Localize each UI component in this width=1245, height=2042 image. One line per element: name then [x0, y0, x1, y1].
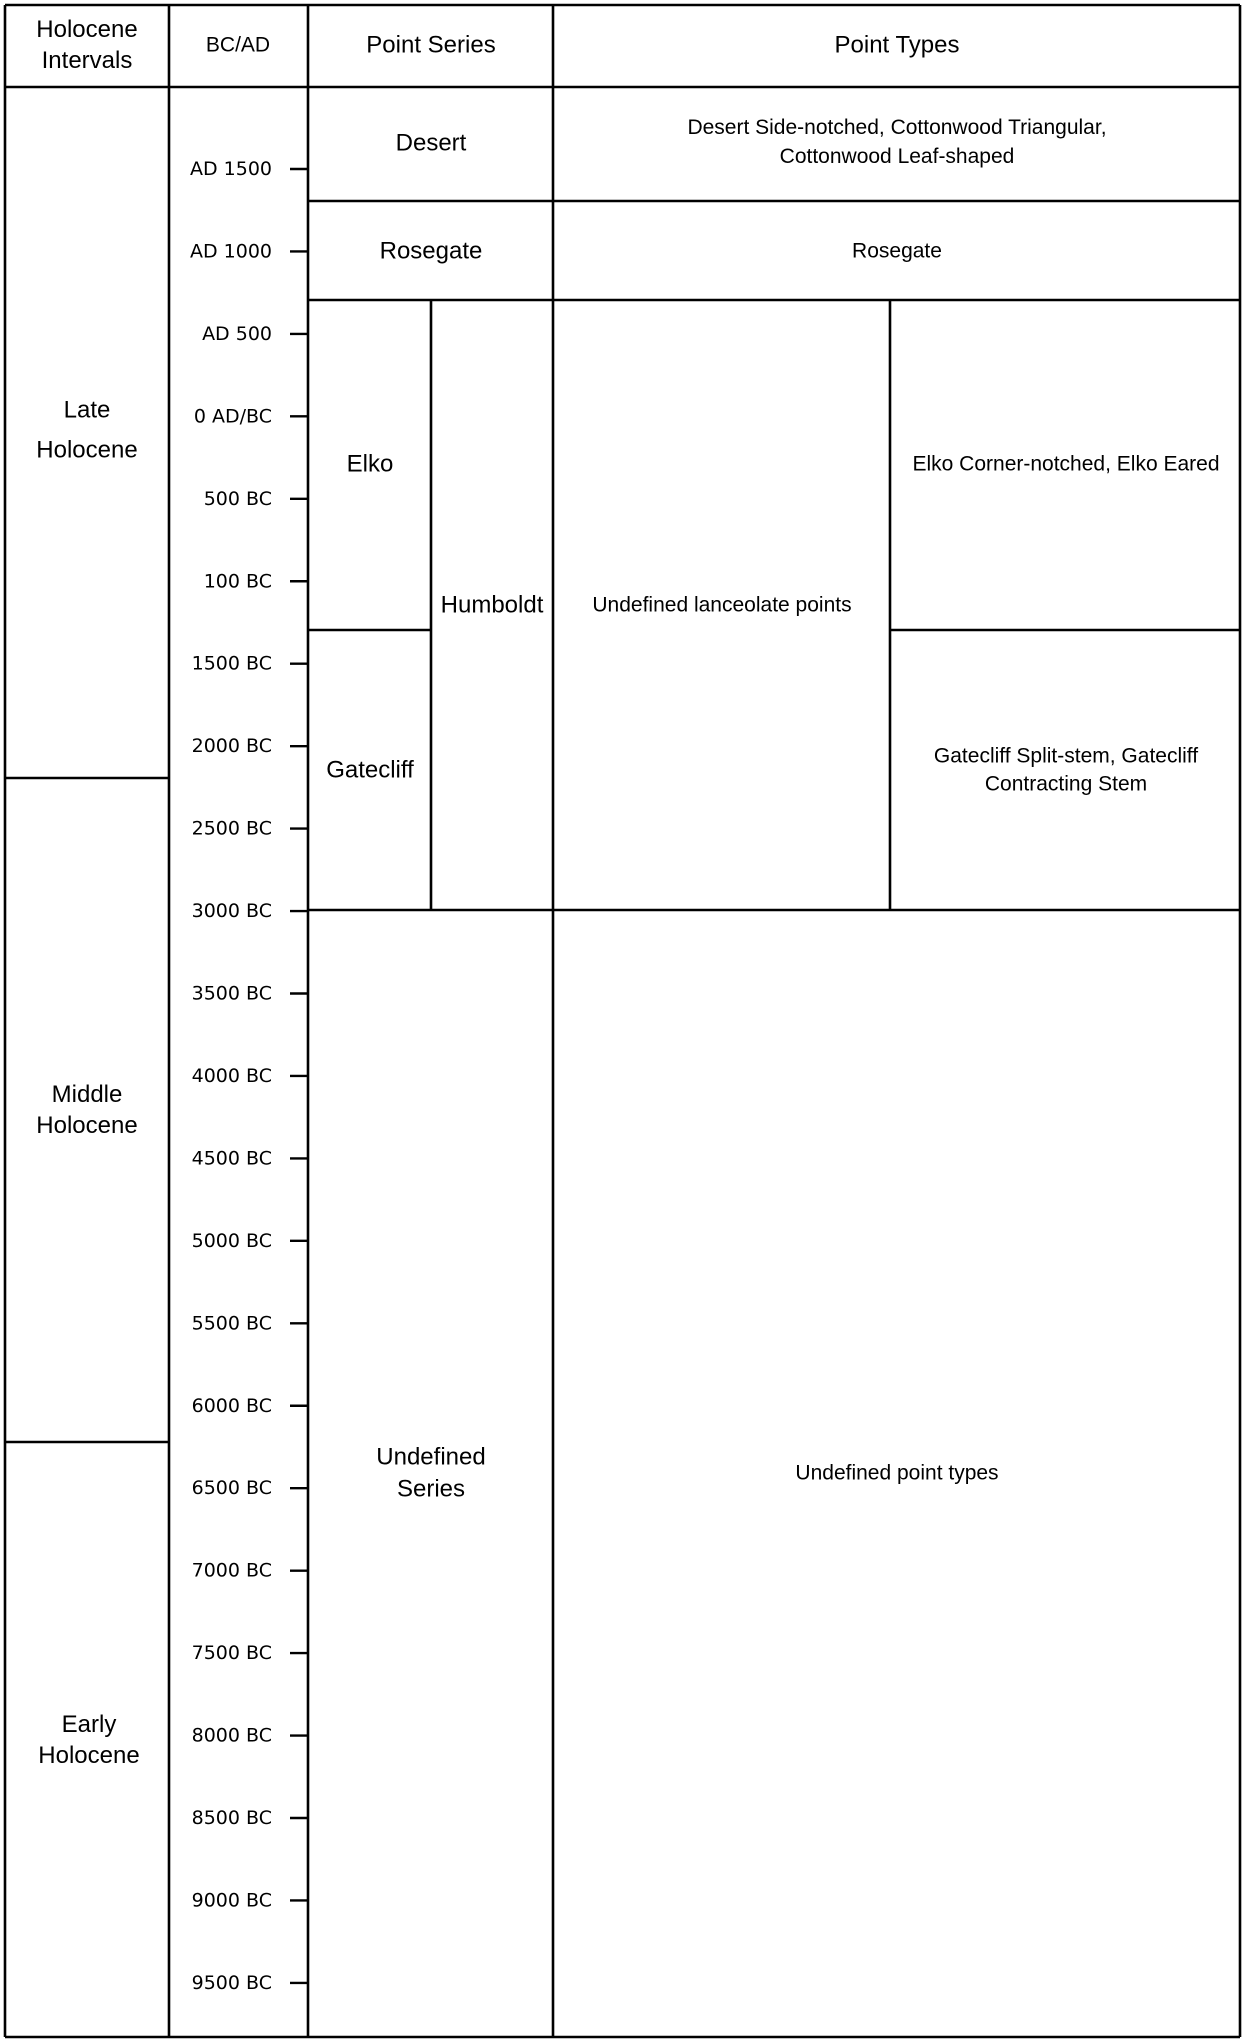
header-point-types — [835, 32, 960, 59]
series-rosegate-line: Rosegate — [379, 237, 483, 265]
interval-early-holocene-line: Holocene — [38, 1742, 140, 1769]
time-tick-label: AD 500 — [202, 322, 272, 345]
time-tick-label: 500 BC — [203, 487, 272, 510]
types-gatecliff-line: Gatecliff Split-stem, Gatecliff — [933, 744, 1199, 768]
time-tick-label: 7500 BC — [191, 1642, 272, 1665]
time-tick-label: 5000 BC — [191, 1229, 272, 1252]
time-tick-label: 8500 BC — [191, 1807, 272, 1829]
series-rosegate — [380, 238, 483, 265]
time-scale — [190, 158, 308, 1994]
types-elko — [913, 453, 1220, 476]
table-grid-lines — [5, 5, 1240, 2037]
types-undefined — [795, 1462, 998, 1485]
series-humboldt-line: Humboldt — [440, 591, 544, 619]
interval-late-holocene-line: Late — [63, 396, 111, 424]
time-tick-label: 3000 BC — [191, 900, 272, 923]
time-tick-label: 9000 BC — [191, 1889, 272, 1912]
interval-early-holocene-line: Early — [61, 1711, 117, 1738]
series-humboldt — [441, 592, 544, 619]
header-point-series-line: Point Series — [366, 31, 496, 59]
interval-middle-holocene-line: Holocene — [36, 1112, 138, 1139]
series-desert — [396, 130, 467, 157]
types-desert-line: Cottonwood Leaf-shaped — [779, 145, 1015, 168]
interval-late-holocene-line: Holocene — [36, 436, 138, 464]
types-humboldt — [592, 594, 851, 617]
types-gatecliff — [934, 745, 1198, 796]
types-desert — [687, 116, 1106, 168]
series-undefined-line: Undefined — [376, 1443, 486, 1471]
types-gatecliff-line: Contracting Stem — [984, 772, 1148, 796]
header-holocene-intervals-line: Intervals — [41, 47, 133, 74]
time-tick-label: 4000 BC — [191, 1064, 272, 1087]
series-desert-line: Desert — [395, 129, 467, 157]
types-elko-line: Elko Corner-notched, Elko Eared — [912, 452, 1220, 476]
time-tick-label: 1500 BC — [191, 652, 272, 675]
header-bc-ad-line: BC/AD — [205, 33, 271, 57]
series-gatecliff — [326, 757, 414, 784]
time-tick-label: 100 BC — [203, 570, 272, 593]
series-gatecliff-line: Gatecliff — [326, 756, 414, 784]
time-tick-label: 7000 BC — [191, 1559, 272, 1582]
time-tick-label: 3500 BC — [191, 982, 272, 1005]
time-tick-label: 6000 BC — [191, 1394, 272, 1417]
interval-late-holocene — [36, 397, 137, 464]
types-humboldt-line: Undefined lanceolate points — [592, 593, 852, 617]
diagram-labels — [36, 16, 1219, 1769]
series-undefined-line: Series — [396, 1475, 466, 1503]
time-tick-label: 5500 BC — [191, 1312, 272, 1335]
time-tick-label: 4500 BC — [191, 1147, 272, 1170]
time-tick-label: 2000 BC — [191, 735, 272, 758]
types-rosegate — [852, 240, 942, 263]
series-elko — [347, 451, 394, 478]
types-undefined-line: Undefined point types — [795, 1461, 999, 1485]
interval-middle-holocene-line: Middle — [51, 1081, 123, 1108]
time-tick-label: 0 AD/BC — [193, 405, 272, 428]
interval-middle-holocene — [36, 1081, 137, 1139]
header-point-types-line: Point Types — [834, 31, 960, 59]
time-tick-label: 9500 BC — [191, 1971, 272, 1994]
series-undefined — [376, 1444, 485, 1503]
time-tick-label: 8000 BC — [191, 1724, 272, 1747]
time-tick-label: AD 1000 — [189, 240, 272, 263]
series-elko-line: Elko — [346, 450, 394, 478]
time-tick-label: AD 1500 — [189, 158, 272, 180]
header-holocene-intervals-line: Holocene — [36, 16, 138, 43]
time-tick-label: 6500 BC — [191, 1477, 272, 1500]
types-rosegate-line: Rosegate — [852, 239, 942, 263]
time-tick-label: 2500 BC — [191, 817, 272, 840]
header-holocene-intervals — [36, 16, 137, 74]
header-bc-ad — [206, 34, 270, 57]
interval-early-holocene — [38, 1711, 139, 1769]
types-desert-line: Desert Side-notched, Cottonwood Triangular, — [687, 116, 1107, 139]
header-point-series — [366, 32, 495, 59]
